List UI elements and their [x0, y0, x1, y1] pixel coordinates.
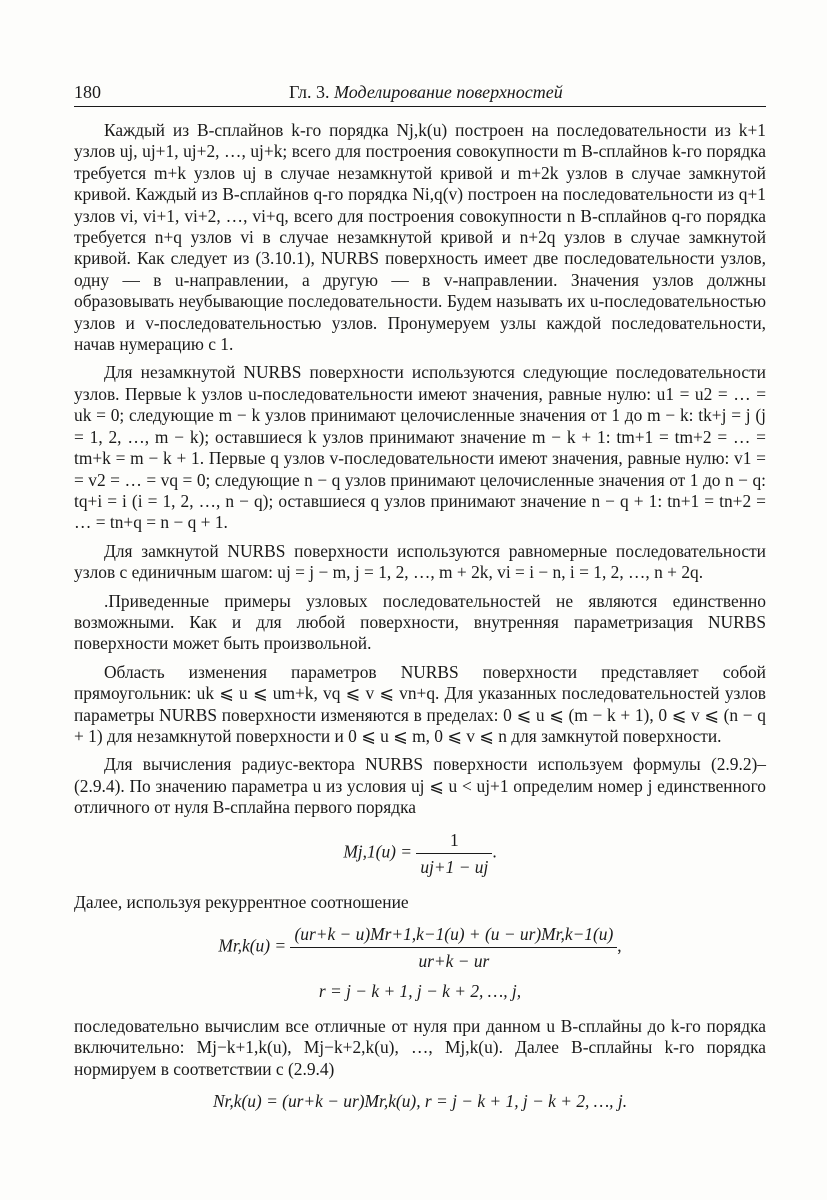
page-number: 180	[74, 82, 101, 102]
formula2-lhs: Mr,k(u) =	[218, 935, 287, 956]
formula2-numerator: (ur+k − u)Mr+1,k−1(u) + (u − ur)Mr,k−1(u)	[290, 923, 617, 948]
formula-recurrence	[74, 923, 766, 1002]
paragraph-open-surface: Для незамкнутой NURBS поверхности используются следующие последовательности узлов. Первые k узлов u-последовательности имеют значения, равные нулю: u1 = u2 = … = uk = 0; следующие m − k узлов принимают целочисленные значения от 1 до m − k: tk+j = j (j = 1, 2, …, m − k); оставшиеся k узлов принимают значение m − k + 1: tm+1 = tm+2 = … = tm+k = m − k + 1. Первые q узлов v-последовательности имеют значения, равные нулю: v1 = = v2 = … = vq = 0; следующие n − q узлов принимают целочисленные значения от 1 до n − q: tq+i = i (i = 1, 2, …, n − q); оставшиеся q узлов принимают значение n − q + 1: tn+1 = tn+2 = … = tn+q = n − q + 1.	[74, 362, 766, 533]
paragraph-recurrence-intro: Далее, используя рекуррентное соотношение	[74, 891, 409, 912]
paragraph-closed-surface: Для замкнутой NURBS поверхности используются равномерные последовательности узлов с единичным шагом: uj = j − m, j = 1, 2, …, m + 2k, vi = i − n, i = 1, 2, …, n + 2q.	[74, 540, 766, 583]
formula1-lhs: Mj,1(u) =	[343, 841, 413, 862]
formula2-range: r = j − k + 1, j − k + 2, …, j,	[318, 981, 522, 1001]
formula1-numerator: 1	[416, 829, 492, 854]
formula1-denominator: uj+1 − uj	[420, 856, 489, 877]
paragraph-radius-vector: Для вычисления радиус-вектора NURBS поверхности используем формулы (2.9.2)–(2.9.4). По значению параметра u из условия uj ⩽ u < uj+1 определим номер j единственного отличного от нуля B-сплайна первого порядка	[74, 754, 766, 818]
paragraph-knots: Каждый из B-сплайнов k-го порядка Nj,k(u) построен на последовательности из k+1 узлов uj, uj+1, uj+2, …, uj+k; всего для построения совокупности m B-сплайнов k-го порядка требуется m+k узлов uj в случае незамкнутой кривой и m+2k узлов в случае замкнутой кривой. Каждый из B-сплайнов q-го порядка Ni,q(v) построен на последовательности из q+1 узлов vi, vi+1, vi+2, …, vi+q, всего для построения совокупности n B-сплайнов q-го порядка требуется n+q узлов vi в случае незамкнутой кривой и n+2q узлов в случае замкнутой кривой. Как следует из (3.10.1), NURBS поверхность имеет две последовательности узлов, одну — в u-направлении, а другую — в v-направлении. Значения узлов должны образовывать неубывающие последовательности. Будем называть их u-последовательностью узлов и v-последовательностью узлов. Пронумеруем узлы каждой последовательности, начав нумерацию с 1.	[74, 120, 766, 355]
formula1-end: .	[492, 841, 497, 862]
formula2-fraction	[290, 923, 617, 972]
page-body	[74, 120, 766, 1126]
formula-normalized-bspline: Nr,k(u) = (ur+k − ur)Mr,k(u), r = j − k + 1, j − k + 2, …, j.	[212, 1091, 628, 1112]
paragraph-examples: .Приведенные примеры узловых последовательностей не являются единственно возможными. Как и для любой поверхности, внутренняя параметризация NURBS поверхности может быть произвольной.	[74, 590, 766, 654]
paragraph-domain: Область изменения параметров NURBS поверхности представляет собой прямоугольник: uk ⩽ u ⩽ um+k, vq ⩽ v ⩽ vn+q. Для указанных последовательностей узлов параметры NURBS поверхности изменяются в пределах: 0 ⩽ u ⩽ (m − k + 1), 0 ⩽ v ⩽ (n − q + 1) для незамкнутой поверхности и 0 ⩽ u ⩽ m, 0 ⩽ v ⩽ n для замкнутой поверхности.	[74, 661, 766, 746]
running-head	[289, 82, 563, 103]
page-header	[74, 80, 766, 107]
chapter-number: Гл. 3.	[289, 82, 330, 102]
formula2-end: ,	[617, 935, 622, 956]
chapter-title: Моделирование поверхностей	[334, 82, 563, 102]
formula1-fraction	[416, 829, 492, 878]
formula2-denominator: ur+k − ur	[418, 951, 490, 971]
paragraph-normalize: последовательно вычислим все отличные от нуля при данном u B-сплайны до k-го порядка включительно: Mj−k+1,k(u), Mj−k+2,k(u), …, Mj,k(u). Далее B-сплайны k-го порядка нормируем в соответствии с (2.9.4)	[74, 1016, 766, 1079]
formula-m-j-1	[74, 829, 766, 878]
